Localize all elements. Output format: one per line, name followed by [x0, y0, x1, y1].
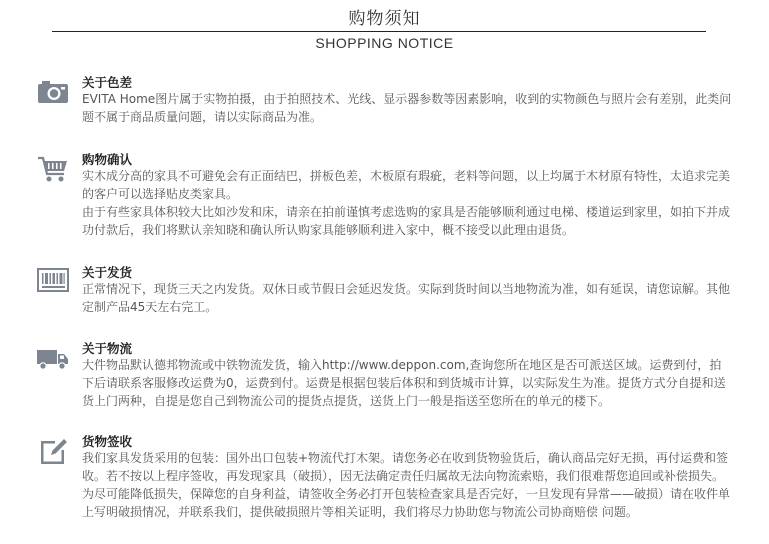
section-paragraph: 由于有些家具体积较大比如沙发和床，请亲在拍前谨慎考虑选购的家具是否能够顺利通过电梯、楼道运到家里，如拍下并成功付款后，我们将默认亲知晓和确认所认购家具能够顺利进入家中，概不接受以此理由退货。	[82, 205, 731, 237]
edit-icon	[36, 436, 70, 466]
section-title: 关于色差	[82, 75, 133, 90]
section-paragraph: 大件物品默认德邦物流或中铁物流发货，输入http://www.deppon.com,查询您所在地区是否可派送区域。运费到付，拍下后请联系客服修改运费为0，运费到付。运费是根据包装后体积和到货城市计算，以实际发生为准。提货方式分自提和送货上门两种，自提是您自己到物流公司的提货点提货，送货上门一般是指送至您所在的单元的楼下。	[82, 358, 726, 408]
section-paragraph: EVITA Home图片属于实物拍摄，由于拍照技术、光线、显示器参数等因素影响，收到的实物颜色与照片会有差别，此类问题不属于商品质量问题，请以实际商品为准。	[82, 92, 732, 124]
section-paragraph: 正常情况下，现货三天之内发货。双休日或节假日会延迟发货。实际到货时间以当地物流为准，如有延误，请您谅解。其他定制产品45天左右完工。	[82, 282, 731, 314]
section-title: 货物签收	[82, 434, 133, 449]
barcode-icon	[36, 265, 70, 295]
section-title: 关于物流	[82, 341, 133, 356]
page-subtitle: SHOPPING NOTICE	[315, 35, 454, 51]
camera-icon	[36, 77, 70, 107]
section-title: 关于发货	[82, 265, 133, 280]
truck-icon	[36, 343, 70, 373]
section-title: 购物确认	[82, 152, 133, 167]
cart-icon	[36, 154, 70, 184]
page-header	[0, 0, 769, 60]
section-paragraph: 实木成分高的家具不可避免会有正面结巴，拼板色差，木板原有瑕疵，老料等问题，以上均属于木材原有特性，太追求完美的客户可以选择贴皮类家具。	[82, 169, 731, 201]
page-title: 购物须知	[348, 9, 421, 29]
title-divider	[52, 31, 706, 32]
section-paragraph: 我们家具发货采用的包装：国外出口包装+物流代打木架。请您务必在收到货物验货后，确认商品完好无损，再付运费和签收。若不按以上程序签收，再发现家具（破损），因无法确定责任归属故无法向物流索赔，我们很难帮您追回或补偿损失。为尽可能降低损失，保障您的自身利益，请签收全务必打开包装检查家具是否完好，一旦发现有异常——破损）请在收件单上写明破损情况，并联系我们，提供破损照片等相关证明，我们将尽力协助您与物流公司协商赔偿 问题。	[82, 451, 731, 519]
